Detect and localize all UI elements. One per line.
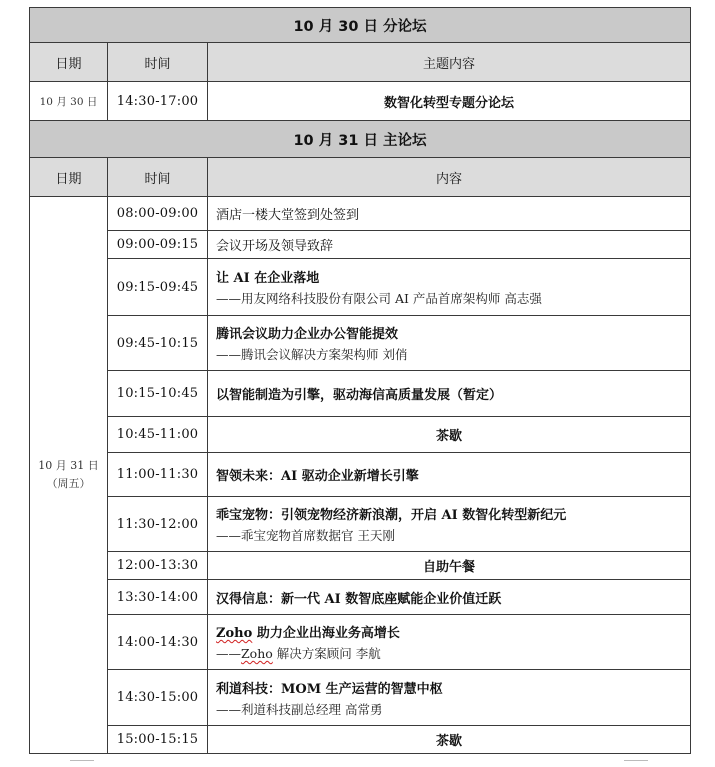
brand-name: Zoho — [216, 626, 253, 641]
time-cell: 10:15-10:45 — [108, 371, 208, 417]
session-title-rest: 助力企业出海业务高增长 — [252, 626, 400, 641]
section-header-oct31 — [30, 121, 691, 158]
content-cell: 汉得信息：新一代 AI 数智底座赋能企业价值迁跃 — [208, 580, 691, 615]
table-row — [30, 371, 691, 417]
content-cell — [208, 670, 691, 726]
table-row — [30, 197, 691, 231]
speaker-line: ——用友网络科技股份有限公司 AI 产品首席架构师 高志强 — [216, 291, 542, 306]
time-cell: 11:30-12:00 — [108, 497, 208, 552]
time-cell: 10:45-11:00 — [108, 417, 208, 453]
speaker-line: ——利道科技副总经理 高常勇 — [216, 701, 383, 717]
session-title: 利道科技：MOM 生产运营的智慧中枢 — [216, 681, 443, 697]
col-header-content: 内容 — [208, 158, 691, 197]
time-cell: 11:00-11:30 — [108, 453, 208, 497]
time-cell: 14:00-14:30 — [108, 615, 208, 670]
table-row — [30, 417, 691, 453]
col-header-time: 时间 — [108, 43, 208, 82]
time-cell: 14:30-15:00 — [108, 670, 208, 726]
table-row — [30, 670, 691, 726]
session-title: 乖宝宠物：引领宠物经济新浪潮，开启 AI 数智化转型新纪元 — [216, 508, 567, 523]
content-cell — [208, 259, 691, 316]
table-row — [30, 231, 691, 259]
table-row — [30, 615, 691, 670]
date-cell: 10 月 30 日 — [30, 82, 108, 121]
section-title: 10 月 31 日 主论坛 — [30, 121, 691, 158]
content-cell: 以智能制造为引擎，驱动海信高质量发展（暂定） — [208, 371, 691, 417]
weekday-text: （周五） — [46, 477, 91, 490]
table-row — [30, 82, 691, 121]
time-cell: 13:30-14:00 — [108, 580, 208, 615]
column-header-row — [30, 43, 691, 82]
speaker-line — [216, 644, 690, 662]
content-cell — [208, 316, 691, 371]
table-row — [30, 259, 691, 316]
brand-name: Zoho — [241, 646, 273, 661]
time-cell: 14:30-17:00 — [108, 82, 208, 121]
content-cell: 酒店一楼大堂签到处签到 — [208, 197, 691, 231]
footer-marker — [624, 760, 648, 761]
time-cell: 08:00-09:00 — [108, 197, 208, 231]
date-cell — [30, 197, 108, 754]
table-row — [30, 497, 691, 552]
col-header-content: 主题内容 — [208, 43, 691, 82]
time-cell: 12:00-13:30 — [108, 552, 208, 580]
table-row — [30, 552, 691, 580]
time-cell: 09:00-09:15 — [108, 231, 208, 259]
content-cell: 会议开场及领导致辞 — [208, 231, 691, 259]
session-title: 腾讯会议助力企业办公智能提效 — [216, 327, 399, 342]
footer-marker — [70, 760, 94, 761]
agenda-table — [29, 7, 691, 754]
date-text: 10 月 31 日 — [38, 459, 99, 472]
time-cell: 09:45-10:15 — [108, 316, 208, 371]
col-header-date: 日期 — [30, 43, 108, 82]
table-row — [30, 726, 691, 754]
speaker-rest: 解决方案顾问 李航 — [272, 646, 381, 661]
session-title: 让 AI 在企业落地 — [216, 271, 320, 286]
session-title — [216, 626, 400, 641]
time-cell: 09:15-09:45 — [108, 259, 208, 316]
column-header-row — [30, 158, 691, 197]
content-cell: 智领未来：AI 驱动企业新增长引擎 — [208, 453, 691, 497]
content-cell: 自助午餐 — [208, 552, 691, 580]
col-header-date: 日期 — [30, 158, 108, 197]
content-cell — [208, 497, 691, 552]
section-header-oct30 — [30, 8, 691, 43]
speaker-line: ——乖宝宠物首席数据官 王天刚 — [216, 528, 395, 543]
speaker-line: ——腾讯会议解决方案架构师 刘俏 — [216, 347, 408, 362]
table-row — [30, 453, 691, 497]
content-cell: 茶歇 — [208, 417, 691, 453]
col-header-time: 时间 — [108, 158, 208, 197]
content-cell: 茶歇 — [208, 726, 691, 754]
content-cell: 数智化转型专题分论坛 — [208, 82, 691, 121]
content-cell — [208, 615, 691, 670]
speaker-prefix: —— — [216, 646, 241, 661]
time-cell: 15:00-15:15 — [108, 726, 208, 754]
table-row — [30, 580, 691, 615]
table-row — [30, 316, 691, 371]
section-title: 10 月 30 日 分论坛 — [30, 8, 691, 43]
